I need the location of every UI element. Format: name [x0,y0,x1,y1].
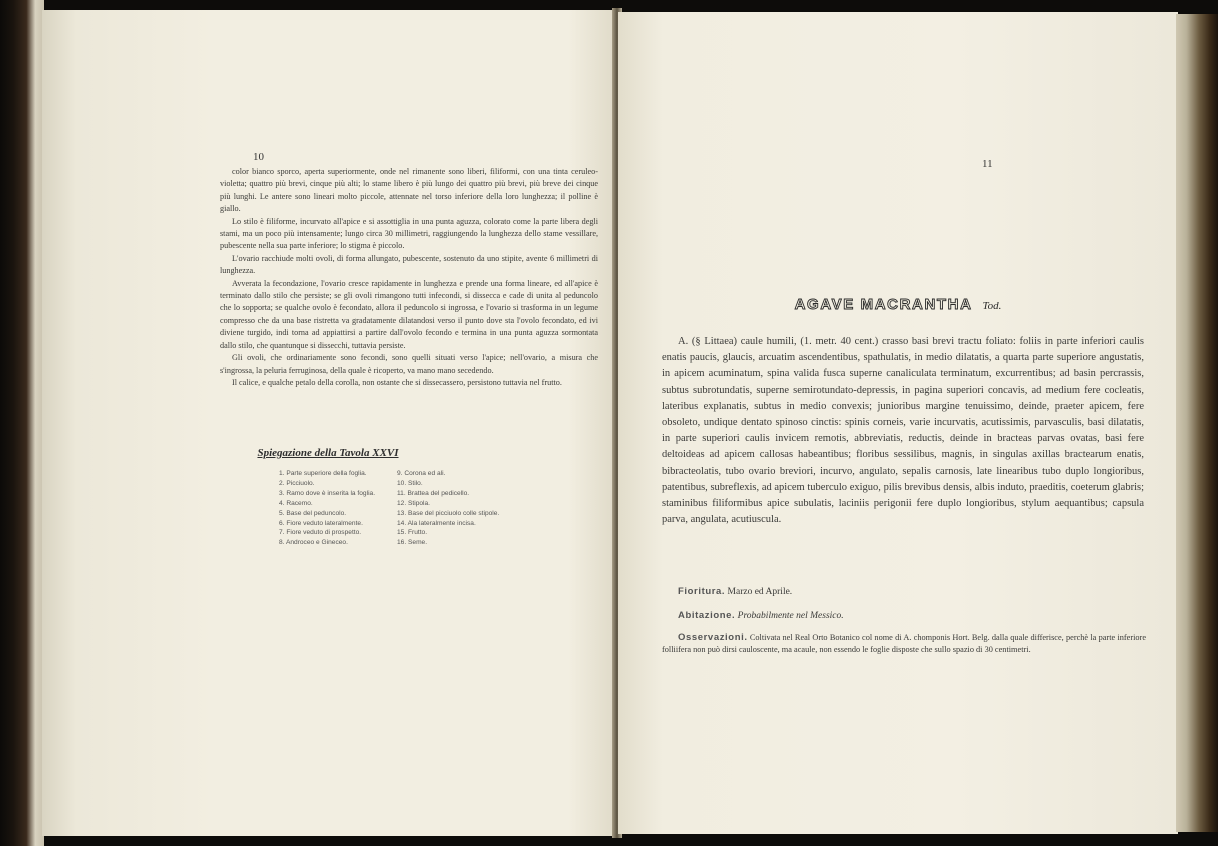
latin-paragraph: A. (§ Littaea) caule humili, (1. metr. 40 cent.) crasso basi brevi tractu foliato: foliis in parte inferiori caulis enatis paucis, glaucis, arcuatim ascendentibus, spathulatis, in medio dilatatis, a quarta parte superiore angustatis, in apicem acuminatum, spina valida fusca superne canaliculata terminatum, excurrentibus; ad basin percrassis, subtus subrotundatis, superne semirotundato-depressis, in pagina superiori concavis, ad medium fere cocleatis, lateribus explanatis, subtus in medio convexis; junioribus margine tenuissimo, deinde, praeter apicem, fere obsoleto, undique dentato spinoso cinctis: spinis corneis, varie incurvatis, acutissimis, parvasculis, basi dilatatis, in parte superiori caulis invicem remotis, abbreviatis, reductis, deinde in bracteas parvas ovatas, basi fere deltoideas ad apicem callosas habeantibus; floribus sessilibus, magnis, in singulas axillas bractearum enatis, bibracteolatis, tubo ovario breviori, incurvo, angulato, sepalis carnosis, late linearibus tubo duplo longioribus, patentibus, subreflexis, ad apicem tuberculo exiguo, pilis brevibus densis, albis induto, praeditis, coeterum glabris; staminibus filiformibus apice subulatis, laciniis perigonii fere duplo longioribus, stylum aequantibus; capsula parva, angulata, acutiuscula. [662,336,1144,526]
plate-item: 10. Stilo. [397,479,423,487]
plate-item: 1. Parte superiore della foglia. [279,470,367,477]
abitazione-text: Probabilmente nel Messico. [737,611,844,621]
osservazioni-text: Coltivata nel Real Orto Botanico col nome di A. chomponis Hort. Belg. dalla quale differisce, perchè la parte inferiore folliifera non può dirsi cauloscente, ma acaule, non essendo le foglie disposte che sullo spazio di 30 centimetri. [662,633,1147,654]
plate-item: 3. Ramo dove è inserita la foglia. [279,489,376,497]
plate-item: 13. Base del picciuolo colle stipole. [397,509,500,517]
plate-item: 8. Androceo e Gineceo. [279,539,348,547]
page-number-left: 10 [253,151,264,163]
paragraph: color bianco sporco, aperta superiormente, onde nel rimanente sono liberi, filiformi, con una tinta ceruleo-violetta; quattro più brevi, cinque più alti; lo stame libero è più lungo dei quattro più brevi, più breve dei cinque più lunghi. Le antere sono lineari molto piccole, attennate nel torso inferiore della loro lunghezza; il polline è giallo. [220,167,598,214]
fioritura-text: Marzo ed Aprile. [727,587,793,597]
left-body-text [220,166,598,389]
right-page [618,12,1178,834]
plate-list-col2 [397,469,499,548]
fioritura-section [678,586,792,597]
abitazione-section [678,610,844,621]
paragraph: Lo stilo è filiforme, incurvato all'apice e si assottiglia in una punta aguzza, colorato come la parte libera degli stami, ma un poco più intensamente; lungo circa 30 millimetri, raggiungendo la lunghezza dello stame vessillare, pubescente nella sua parte inferiore; lo stigma è piccolo. [220,216,598,251]
plate-item: 14. Ala lateralmente incisa. [397,519,476,527]
plate-item: 6. Fiore veduto lateralmente. [279,519,363,527]
book-edge-left [0,0,44,846]
species-title [618,296,1178,314]
paragraph: Il calice, e qualche petalo della corolla, non ostante che si dissecassero, persistono tuttavia nel frutto. [232,377,562,387]
fioritura-label: Fioritura. [678,586,726,597]
plate-item: 12. Stipola. [397,499,430,507]
osservazioni-section [662,632,1146,655]
osservazioni-label: Osservazioni. [678,632,748,643]
book-edge-right [1176,14,1218,832]
paragraph: Gli ovoli, che ordinariamente sono fecondi, sono quelli situati verso l'apice; nell'ovario, a misura che s'ingrossa, la peluria ferruginosa, della quale è ricoperto, va mano mano secedendo. [220,353,598,375]
paragraph: Avverata la fecondazione, l'ovario cresce rapidamente in lunghezza e prende una forma lineare, ed all'apice è terminato dallo stilo che persiste; se gli ovoli rimangono tutti infecondi, si dissecca e cade di unita al peduncolo che lo sopporta; se qualche ovolo è fecondato, allora il peduncolo si ingrossa, e l'ovario si trasforma in un legume compresso che da una base ristretta va gradatamente dilatandosi verso il punto dove sta l'ovolo fecondato, ed ivi diviene turgido, indi torna ad appiattirsi a partire dall'ovolo fecondo e termina in una punta aguzza sormontata dallo stilo, che quantunque si dissecchi, tuttavia persiste. [220,278,598,350]
plate-item: 9. Corona ed ali. [397,470,446,477]
plate-item: 5. Base del peduncolo. [279,509,347,517]
plate-item: 16. Seme. [397,539,428,547]
left-page [42,10,614,836]
plate-caption: Spiegazione della Tavola XXVI [257,447,399,459]
species-author: Tod. [982,300,1002,312]
species-name: AGAVE MACRANTHA [794,296,973,313]
plate-item: 15. Frutto. [397,529,428,537]
plate-item: 4. Racemo. [279,499,313,507]
plate-item: 11. Brattea del pedicello. [397,489,470,497]
latin-description [662,334,1144,528]
plate-item: 7. Fiore veduto di prospetto. [279,529,362,537]
abitazione-label: Abitazione. [678,610,736,621]
page-number-right: 11 [982,158,993,170]
paragraph: L'ovario racchiude molti ovoli, di forma allungato, pubescente, sostenuto da uno stipite, avente 6 millimetri di lunghezza. [220,253,598,276]
plate-item: 2. Picciuolo. [279,479,315,487]
plate-list-col1 [279,469,375,548]
